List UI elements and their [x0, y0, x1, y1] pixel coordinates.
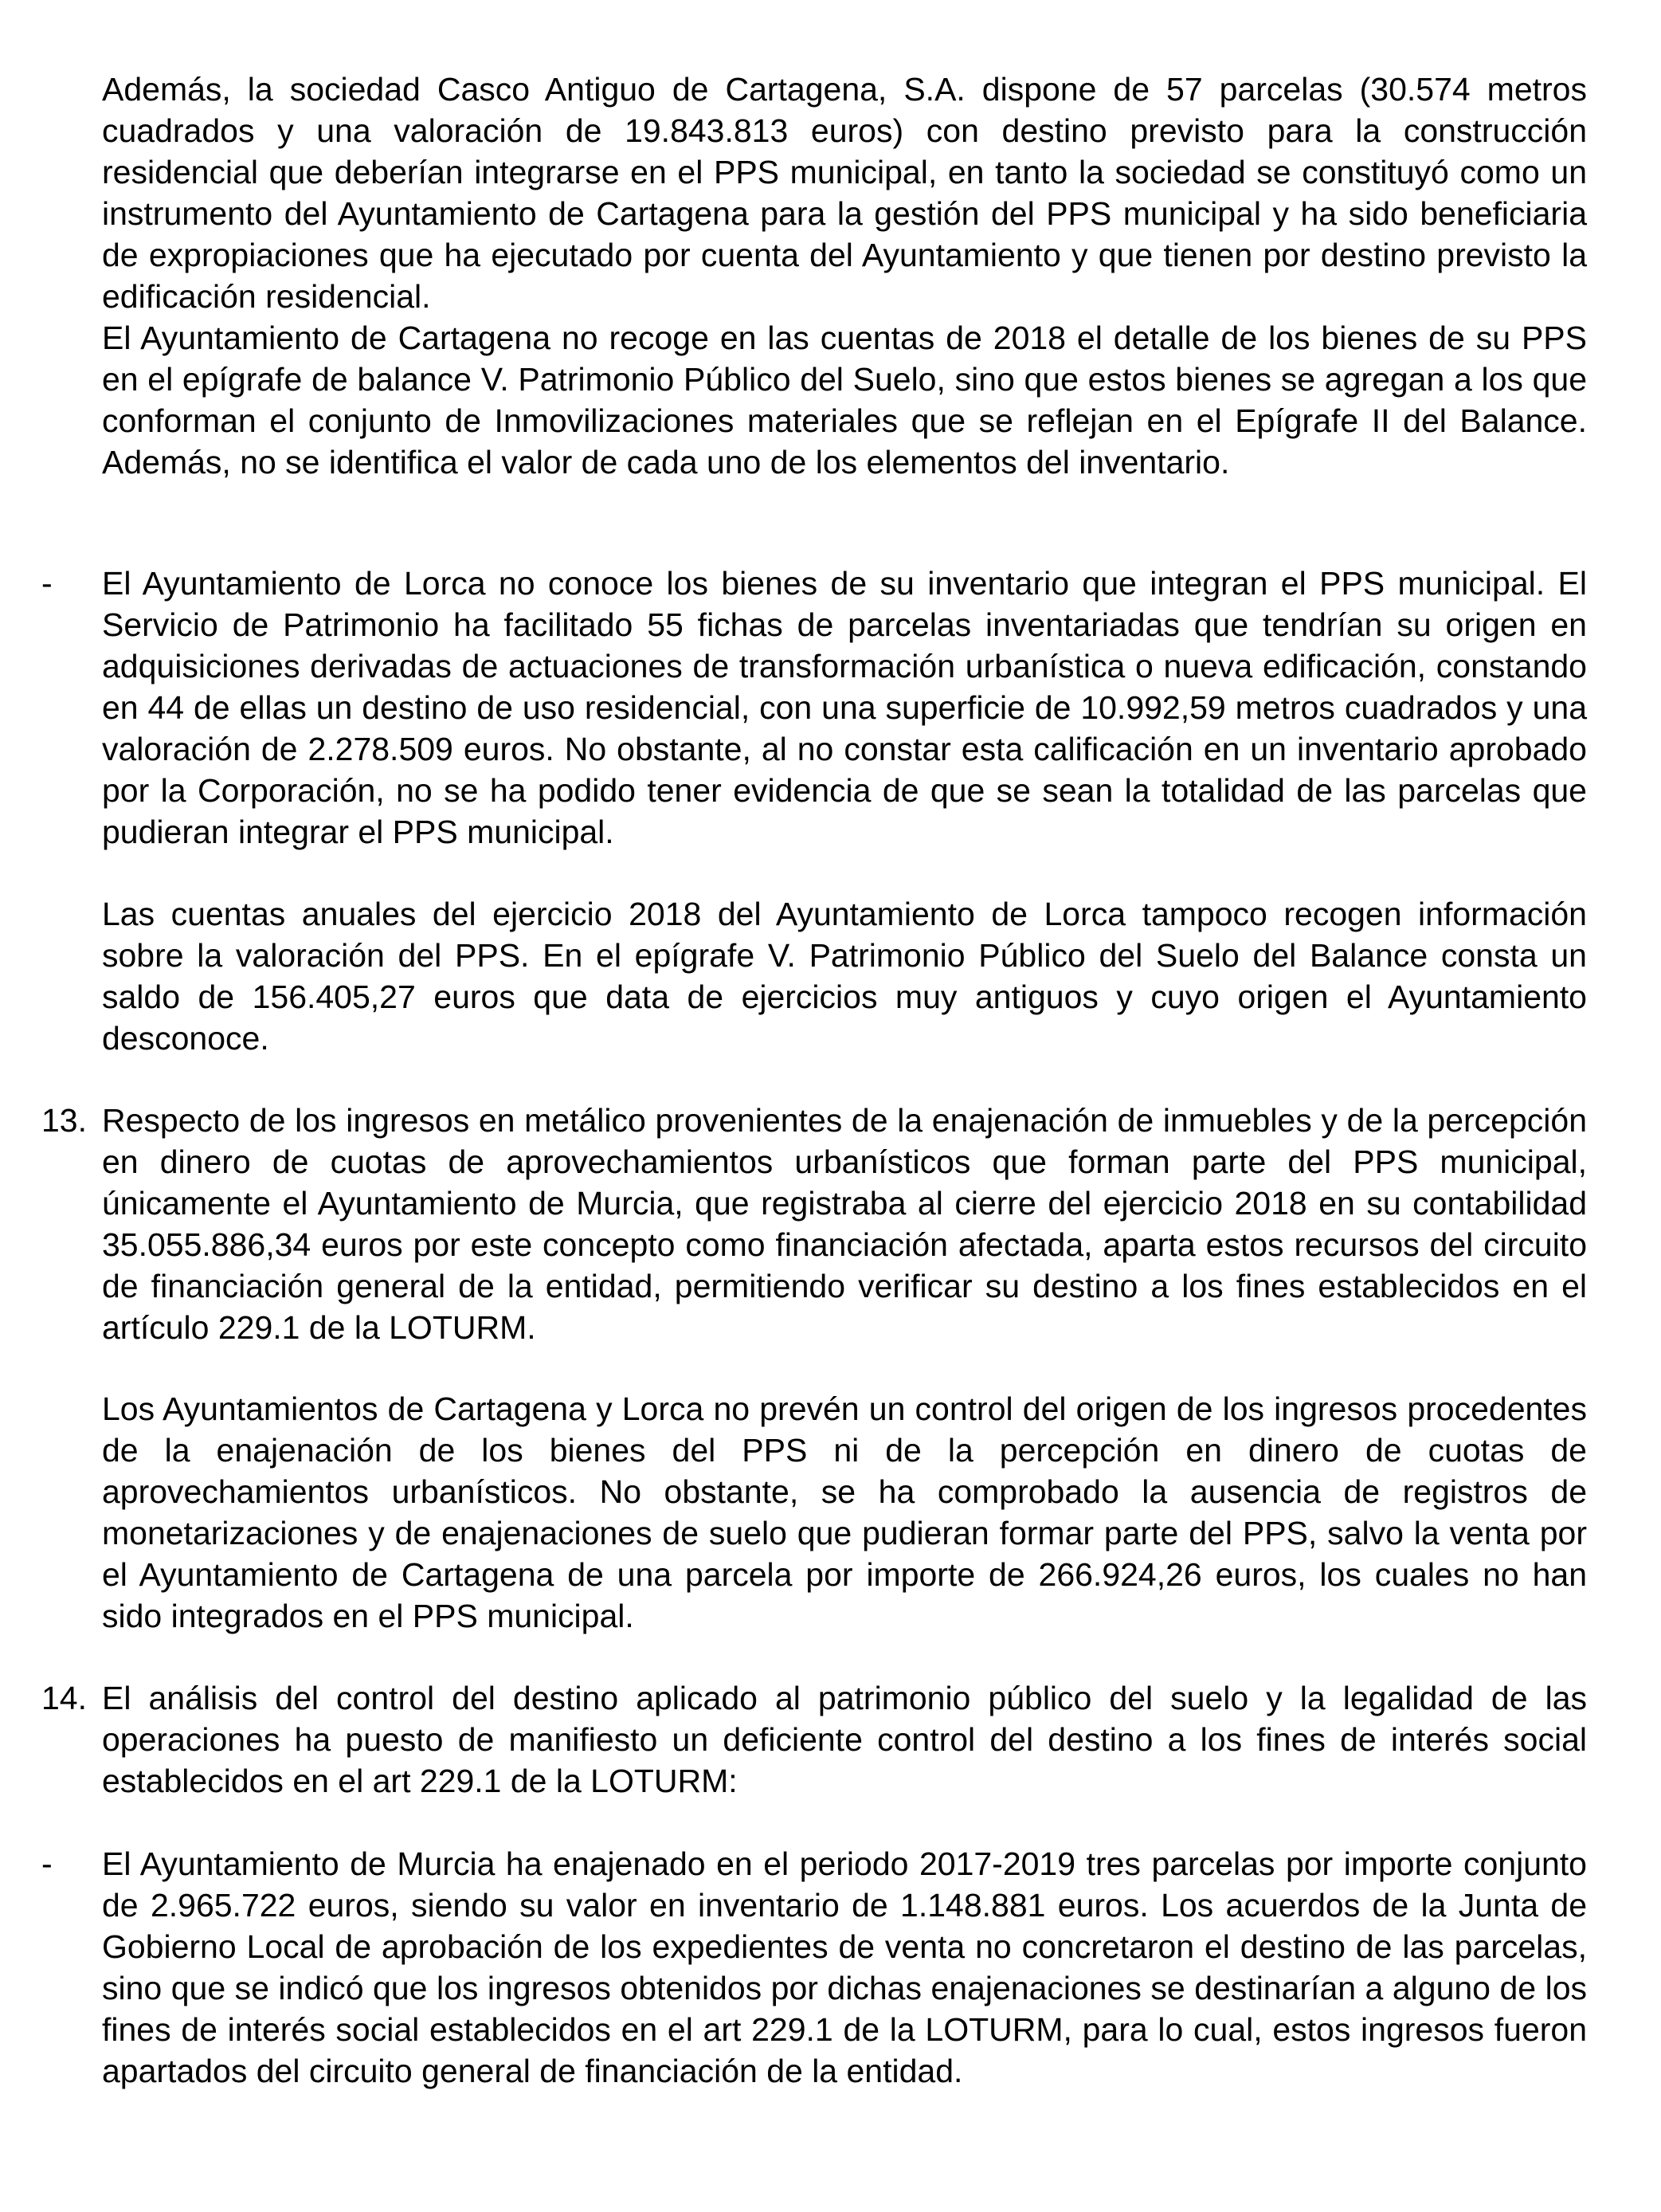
- paragraph-cartagena-accounts: El Ayuntamiento de Cartagena no recoge en las cuentas de 2018 el detalle de los bienes de su PPS en el epígrafe de balance V. Patrimonio Público del Suelo, sino que estos bienes se agregan a los que conforman el conjunto de Inmovilizaciones materiales que se reflejan en el Epígrafe II del Balance. Además, no se identifica el valor de cada uno de los elementos del inventario.: [102, 320, 1587, 480]
- list-marker-14: 14.: [41, 1680, 87, 1716]
- list-marker-dash: -: [41, 1845, 53, 1882]
- list-marker-13: 13.: [41, 1102, 87, 1139]
- paragraph-murcia-sales: El Ayuntamiento de Murcia ha enajenado en el periodo 2017-2019 tres parcelas por importe conjunto de 2.965.722 euros, siendo su valor en inventario de 1.148.881 euros. Los acuerdos de la Junta de Gobierno Local de aprobación de los expedientes de venta no concretaron el destino de las parcelas, sino que se indicó que los ingresos obtenidos por dichas enajenaciones se destinarían a alguno de los fines de interés social establecidos en el art 229.1 de la LOTURM, para lo cual, estos ingresos fueron apartados del circuito general de financiación de la entidad.: [102, 1845, 1587, 2089]
- paragraph-destination-control: El análisis del control del destino aplicado al patrimonio público del suelo y la legalidad de las operaciones ha puesto de manifiesto un deficiente control del destino a los fines de interés social establecidos en el art 229.1 de la LOTURM:: [102, 1680, 1587, 1799]
- paragraph-casco-antiguo: Además, la sociedad Casco Antiguo de Cartagena, S.A. dispone de 57 parcelas (30.574 metros cuadrados y una valoración de 19.843.813 euros) con destino previsto para la construcción residencial que deberían integrarse en el PPS municipal, en tanto la sociedad se constituyó como un instrumento del Ayuntamiento de Cartagena para la gestión del PPS municipal y ha sido beneficiaria de expropiaciones que ha ejecutado por cuenta del Ayuntamiento y que tienen por destino previsto la edificación residencial.: [102, 71, 1587, 315]
- paragraph-lorca-accounts: Las cuentas anuales del ejercicio 2018 del Ayuntamiento de Lorca tampoco recogen información sobre la valoración del PPS. En el epígrafe V. Patrimonio Público del Suelo del Balance consta un saldo de 156.405,27 euros que data de ejercicios muy antiguos y cuyo origen el Ayuntamiento desconoce.: [102, 896, 1587, 1057]
- list-marker-dash: -: [41, 565, 53, 602]
- paragraph-murcia-income: Respecto de los ingresos en metálico provenientes de la enajenación de inmuebles y de la percepción en dinero de cuotas de aprovechamientos urbanísticos que forman parte del PPS municipal, únicamente el Ayuntamiento de Murcia, que registraba al cierre del ejercicio 2018 en su contabilidad 35.055.886,34 euros por este concepto como financiación afectada, aparta estos recursos del circuito de financiación general de la entidad, permitiendo verificar su destino a los fines establecidos en el artículo 229.1 de la LOTURM.: [102, 1102, 1587, 1346]
- paragraph-lorca-inventory: El Ayuntamiento de Lorca no conoce los bienes de su inventario que integran el PPS municipal. El Servicio de Patrimonio ha facilitado 55 fichas de parcelas inventariadas que tendrían su origen en adquisiciones derivadas de actuaciones de transformación urbanística o nueva edificación, constando en 44 de ellas un destino de uso residencial, con una superficie de 10.992,59 metros cuadrados y una valoración de 2.278.509 euros. No obstante, al no constar esta calificación en un inventario aprobado por la Corporación, no se ha podido tener evidencia de que se sean la totalidad de las parcelas que pudieran integrar el PPS municipal.: [102, 565, 1587, 850]
- paragraph-cartagena-lorca-control: Los Ayuntamientos de Cartagena y Lorca no prevén un control del origen de los ingresos procedentes de la enajenación de los bienes del PPS ni de la percepción en dinero de cuotas de aprovechamientos urbanísticos. No obstante, se ha comprobado la ausencia de registros de monetarizaciones y de enajenaciones de suelo que pudieran formar parte del PPS, salvo la venta por el Ayuntamiento de Cartagena de una parcela por importe de 266.924,26 euros, los cuales no han sido integrados en el PPS municipal.: [102, 1390, 1587, 1634]
